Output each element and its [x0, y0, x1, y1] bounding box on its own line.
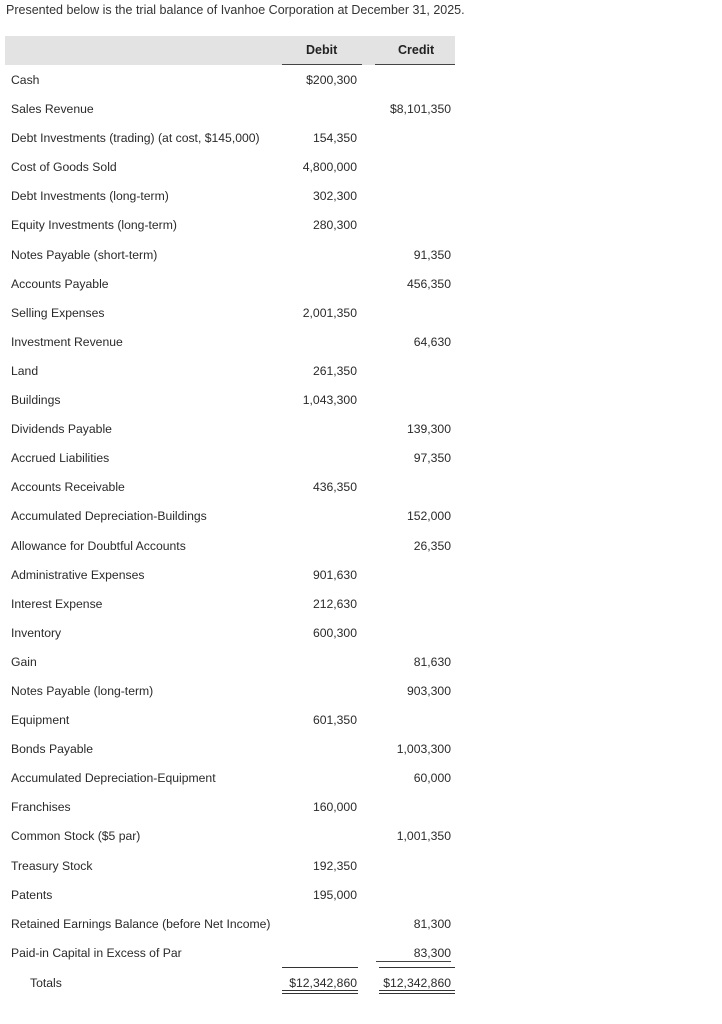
account-name: Cost of Goods Sold: [11, 160, 117, 175]
account-name: Buildings: [11, 393, 61, 408]
account-name: Retained Earnings Balance (before Net Income): [11, 916, 271, 931]
account-name: Patents: [11, 887, 53, 902]
credit-amount: 1,001,350: [396, 829, 451, 844]
credit-amount: 1,003,300: [396, 742, 451, 757]
account-name: Equipment: [11, 713, 70, 728]
debit-amount: 436,350: [312, 480, 357, 495]
credit-amount: 456,350: [406, 276, 451, 291]
account-name: Notes Payable (long-term): [11, 683, 154, 698]
account-name: Cash: [11, 73, 40, 87]
account-name: Sales Revenue: [11, 102, 94, 117]
account-name: Dividends Payable: [11, 422, 112, 437]
table-row: [0, 647, 722, 676]
account-name: Paid-in Capital in Excess of Par: [11, 945, 182, 960]
account-name: Treasury Stock: [11, 858, 93, 873]
table-row: [0, 181, 722, 210]
debit-amount: 601,350: [312, 713, 357, 728]
table-row: [0, 501, 722, 530]
table-row: [0, 880, 722, 909]
table-row: [0, 560, 722, 589]
credit-amount: 81,630: [413, 654, 451, 669]
debit-amount: 195,000: [312, 887, 357, 902]
debit-amount: 2,001,350: [302, 305, 357, 320]
debit-amount: $200,300: [306, 73, 357, 87]
table-row: [0, 65, 722, 94]
table-row: [0, 269, 722, 298]
table-row: [0, 531, 722, 560]
credit-amount: 903,300: [406, 683, 451, 698]
debit-amount: 1,043,300: [302, 393, 357, 408]
table-row: [0, 385, 722, 414]
debit-amount: 154,350: [312, 131, 357, 146]
account-name: Common Stock ($5 par): [11, 829, 141, 844]
table-row: [0, 298, 722, 327]
table-row: [0, 94, 722, 123]
table-row: [0, 909, 722, 938]
debit-amount: 280,300: [312, 218, 357, 233]
credit-amount: 97,350: [413, 451, 451, 466]
credit-column-header: Credit: [398, 43, 435, 57]
credit-double-underline: [379, 990, 455, 994]
credit-amount: 152,000: [406, 509, 451, 524]
table-header-band: [5, 36, 455, 65]
credit-amount: 139,300: [406, 422, 451, 437]
table-row: [0, 734, 722, 763]
table-row: [0, 763, 722, 792]
credit-amount: 83,300: [413, 945, 451, 960]
debit-total: $12,342,860: [289, 976, 357, 990]
account-name: Administrative Expenses: [11, 567, 145, 582]
table-row: [0, 327, 722, 356]
table-row: [0, 123, 722, 152]
debit-amount: 192,350: [312, 858, 357, 873]
account-name: Accumulated Depreciation-Equipment: [11, 771, 216, 786]
account-name: Allowance for Doubtful Accounts: [11, 538, 186, 553]
table-row: [0, 792, 722, 821]
intro-text: Presented below is the trial balance of Ivanhoe Corporation at December 31, 2025.: [6, 3, 465, 17]
totals-row: [0, 965, 722, 995]
account-name: Bonds Payable: [11, 742, 93, 757]
debit-amount: 600,300: [312, 625, 357, 640]
table-row: [0, 705, 722, 734]
account-name: Accumulated Depreciation-Buildings: [11, 509, 207, 524]
debit-column-header: Debit: [306, 43, 338, 57]
account-name: Accounts Receivable: [11, 480, 125, 495]
account-name: Debt Investments (trading) (at cost, $145,000): [11, 131, 260, 146]
table-row: [0, 472, 722, 501]
credit-amount: 91,350: [413, 247, 451, 262]
debit-amount: 160,000: [312, 800, 357, 815]
account-name: Investment Revenue: [11, 334, 123, 349]
account-name: Accounts Payable: [11, 276, 109, 291]
debit-amount: 212,630: [312, 596, 357, 611]
debit-total-rule: [282, 967, 358, 968]
account-name: Selling Expenses: [11, 305, 105, 320]
debit-amount: 901,630: [312, 567, 357, 582]
debit-double-underline: [282, 990, 358, 994]
table-row: [0, 589, 722, 618]
account-name: Inventory: [11, 625, 62, 640]
account-name: Land: [11, 363, 39, 378]
table-row: [0, 676, 722, 705]
table-row: [0, 938, 722, 967]
credit-amount: 64,630: [413, 334, 451, 349]
table-row: [0, 851, 722, 880]
table-row: [0, 821, 722, 850]
debit-amount: 302,300: [312, 189, 357, 204]
credit-last-underline: [376, 961, 451, 962]
account-name: Debt Investments (long-term): [11, 189, 169, 204]
table-row: [0, 414, 722, 443]
account-name: Equity Investments (long-term): [11, 218, 177, 233]
account-name: Franchises: [11, 800, 71, 815]
debit-amount: 4,800,000: [302, 160, 357, 175]
table-row: [0, 210, 722, 239]
table-row: [0, 152, 722, 181]
table-row: [0, 443, 722, 472]
credit-amount: 60,000: [413, 771, 451, 786]
trial-balance-rows: [0, 65, 722, 967]
table-row: [0, 356, 722, 385]
credit-total-rule: [379, 967, 455, 968]
debit-amount: 261,350: [312, 363, 357, 378]
credit-amount: 81,300: [413, 916, 451, 931]
table-row: [0, 618, 722, 647]
table-row: [0, 240, 722, 269]
credit-total: $12,342,860: [383, 976, 451, 990]
account-name: Notes Payable (short-term): [11, 247, 158, 262]
account-name: Accrued Liabilities: [11, 451, 110, 466]
credit-amount: 26,350: [413, 538, 451, 553]
credit-amount: $8,101,350: [390, 102, 451, 117]
totals-label: Totals: [30, 976, 62, 990]
account-name: Interest Expense: [11, 596, 103, 611]
account-name: Gain: [11, 654, 37, 669]
